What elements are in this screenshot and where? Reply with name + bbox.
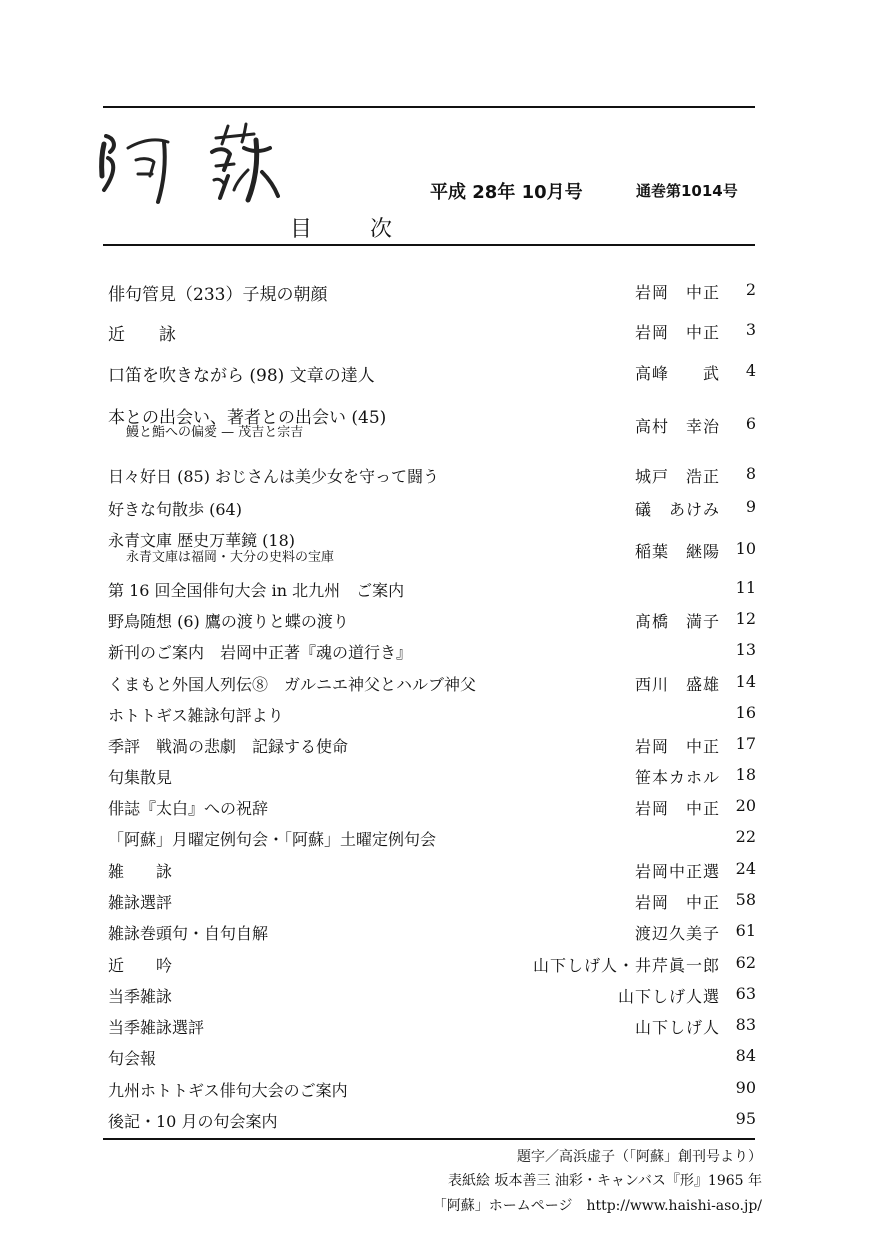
toc-entry xyxy=(108,765,756,789)
toc-title: 当季雑詠選評 xyxy=(108,1018,205,1037)
toc-author: 高峰 武 xyxy=(634,364,720,383)
toc-author: 山下しげ人・井芹眞一郎 xyxy=(532,956,720,975)
toc-entry xyxy=(108,609,756,633)
toc-page: 9 xyxy=(745,497,756,516)
toc-author: 岩岡 中正 xyxy=(634,323,720,342)
toc-page: 84 xyxy=(735,1046,756,1065)
toc-page: 17 xyxy=(735,734,756,753)
toc-page: 18 xyxy=(735,765,756,784)
toc-entry xyxy=(108,921,756,945)
toc-subtitle: 鰻と鮨への偏愛 — 茂吉と宗吉 xyxy=(126,425,304,440)
toc-title: 近 吟 xyxy=(108,956,173,975)
toc-entry xyxy=(108,640,756,664)
toc-page: 13 xyxy=(735,640,756,659)
toc-title: 俳句管見（233）子規の朝顔 xyxy=(108,285,328,305)
toc-author: 高村 幸治 xyxy=(634,417,720,436)
toc-page: 62 xyxy=(735,953,756,972)
volume-number: 通巻第1014号 xyxy=(636,182,738,200)
toc-page: 2 xyxy=(745,280,756,299)
toc-author: 岩岡 中正 xyxy=(634,893,720,912)
toc-author: 岩岡 中正 xyxy=(634,799,720,818)
toc-entry xyxy=(108,1046,756,1070)
toc-entry xyxy=(108,464,756,488)
toc-title: 好きな句散歩 (64) xyxy=(108,500,242,519)
toc-title: 近 詠 xyxy=(108,325,176,345)
toc-page: 11 xyxy=(735,578,756,597)
toc-page: 63 xyxy=(735,984,756,1003)
footer-homepage: 「阿蘇」ホームページ http://www.haishi-aso.jp/ xyxy=(432,1198,762,1214)
toc-author: 岩岡 中正 xyxy=(634,737,720,756)
toc-entry xyxy=(108,703,756,727)
toc-author: 稲葉 継陽 xyxy=(634,542,720,561)
toc-title: 雑詠選評 xyxy=(108,893,173,912)
top-rule xyxy=(103,106,755,108)
toc-title: 「阿蘇」月曜定例句会・「阿蘇」土曜定例句会 xyxy=(108,830,437,849)
toc-author: 西川 盛雄 xyxy=(634,675,720,694)
toc-title: 第 16 回全国俳句大会 in 北九州 ご案内 xyxy=(108,581,405,600)
toc-page: 8 xyxy=(745,464,756,483)
toc-entry xyxy=(108,528,756,565)
toc-title: 本との出会い、著者との出会い (45) xyxy=(108,408,387,428)
toc-entry xyxy=(108,796,756,820)
toc-author: 岩岡中正選 xyxy=(634,862,720,881)
toc-page: 10 xyxy=(735,539,756,558)
toc-entry xyxy=(108,497,756,521)
toc-page: 83 xyxy=(735,1015,756,1034)
toc-entry xyxy=(108,734,756,758)
toc-page: 58 xyxy=(735,890,756,909)
issue-date: 平成 28年 10月号 xyxy=(430,182,583,203)
toc-page: 6 xyxy=(745,414,756,433)
toc-entry xyxy=(108,403,756,440)
toc-title: 当季雑詠 xyxy=(108,987,173,1006)
table-of-contents-heading: 目 次 xyxy=(290,217,411,242)
toc-title: 日々好日 (85) おじさんは美少女を守って闘う xyxy=(108,467,440,486)
toc-title: ホトトギス雑詠句評より xyxy=(108,706,284,725)
toc-entry xyxy=(108,1078,756,1102)
toc-entry xyxy=(108,953,756,977)
toc-subtitle: 永青文庫は福岡・大分の史料の宝庫 xyxy=(126,550,335,565)
toc-author: 山下しげ人選 xyxy=(617,987,720,1006)
toc-author: 髙橋 満子 xyxy=(634,612,720,631)
toc-page: 61 xyxy=(735,921,756,940)
toc-entry xyxy=(108,890,756,914)
toc-title: 九州ホトトギス俳句大会のご案内 xyxy=(108,1081,348,1100)
toc-title: 俳誌『太白』への祝辞 xyxy=(108,799,269,818)
toc-page: 4 xyxy=(745,361,756,380)
footer-rule xyxy=(103,1138,755,1140)
toc-entry xyxy=(108,984,756,1008)
toc-entry xyxy=(108,280,756,304)
toc-title: 口笛を吹きながら (98) 文章の達人 xyxy=(108,366,375,386)
toc-author: 岩岡 中正 xyxy=(634,283,720,302)
footer-calligraphy-credit: 題字／高浜虚子（「阿蘇」創刊号より） xyxy=(517,1149,762,1165)
toc-entry xyxy=(108,859,756,883)
toc-title: 新刊のご案内 岩岡中正著『魂の道行き』 xyxy=(108,643,413,662)
toc-title: 句集散見 xyxy=(108,768,173,787)
toc-page: 22 xyxy=(735,827,756,846)
toc-title: 雑 詠 xyxy=(108,862,173,881)
toc-page: 90 xyxy=(735,1078,756,1097)
toc-entry xyxy=(108,672,756,696)
toc-author: 笹本カホル xyxy=(634,768,720,787)
toc-title: 雑詠巻頭句・自句自解 xyxy=(108,924,269,943)
toc-page: 12 xyxy=(735,609,756,628)
toc-author: 山下しげ人 xyxy=(634,1018,720,1037)
toc-title: 季評 戦渦の悲劇 記録する使命 xyxy=(108,737,349,756)
toc-entry xyxy=(108,1015,756,1039)
toc-title: くまもと外国人列伝⑧ ガルニエ神父とハルブ神父 xyxy=(108,675,477,694)
toc-entry xyxy=(108,1109,756,1133)
toc-page: 20 xyxy=(735,796,756,815)
toc-page: 3 xyxy=(745,320,756,339)
toc-page: 95 xyxy=(735,1109,756,1128)
footer-cover-credit: 表紙絵 坂本善三 油彩・キャンバス『形』1965 年 xyxy=(448,1173,762,1189)
header-bottom-rule xyxy=(103,244,755,246)
toc-author: 礒 あけみ xyxy=(634,500,720,519)
toc-entry xyxy=(108,320,756,344)
aso-calligraphy-logo xyxy=(98,118,288,210)
toc-entry xyxy=(108,361,756,385)
toc-page: 14 xyxy=(735,672,756,691)
toc-entry xyxy=(108,578,756,602)
toc-author: 渡辺久美子 xyxy=(634,924,720,943)
toc-page: 16 xyxy=(735,703,756,722)
toc-author: 城戸 浩正 xyxy=(634,467,720,486)
toc-title: 永青文庫 歴史万華鏡 (18) xyxy=(108,531,296,550)
toc-title: 後記・10 月の句会案内 xyxy=(108,1112,278,1131)
toc-title: 句会報 xyxy=(108,1049,157,1068)
toc-title: 野鳥随想 (6) 鷹の渡りと蝶の渡り xyxy=(108,612,349,631)
toc-page: 24 xyxy=(735,859,756,878)
toc-entry xyxy=(108,827,756,851)
